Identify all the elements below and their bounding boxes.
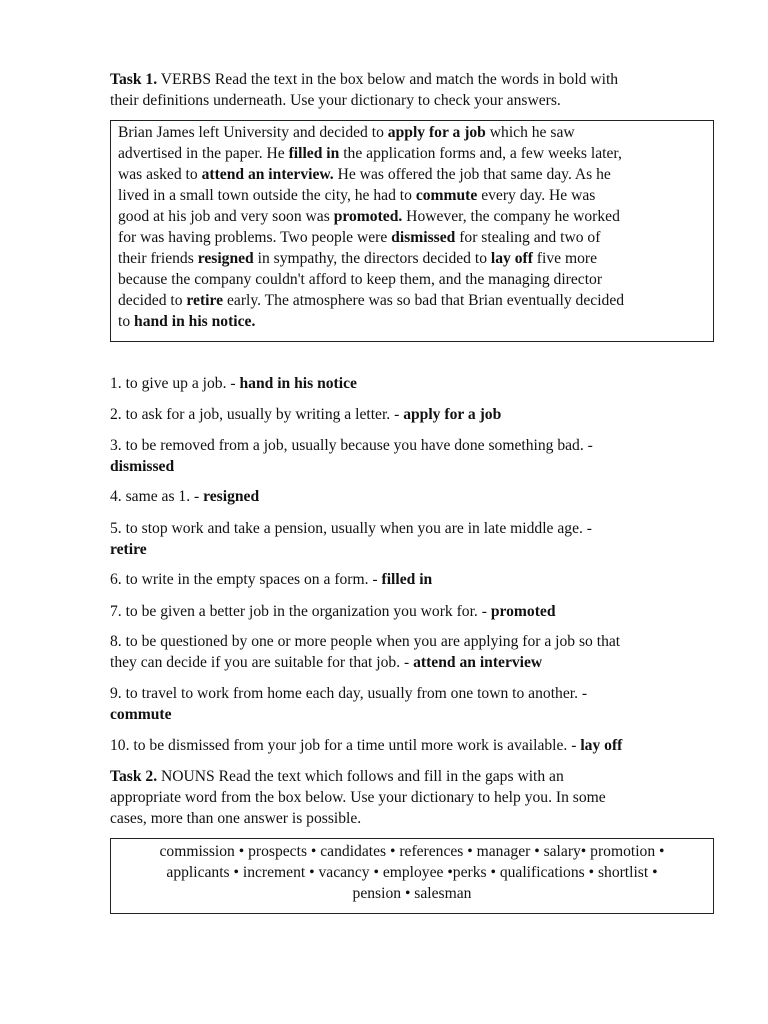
- task1-line1: VERBS Read the text in the box below and match the words in bold with: [157, 71, 619, 88]
- definition-9: 9. to travel to work from home each day, usually from one town to another. - commute: [110, 683, 716, 725]
- answer-9: commute: [110, 706, 172, 723]
- word-box-line-1: commission • prospects • candidates • references • manager • salary• promotion •: [159, 843, 665, 860]
- word-box: [110, 838, 714, 914]
- answer-6: filled in: [381, 571, 433, 588]
- passage-line-7: their friends resigned in sympathy, the directors decided to lay off five more: [118, 250, 597, 267]
- definition-7: 7. to be given a better job in the organization you work for. - promoted: [110, 603, 556, 620]
- task2-line2: appropriate word from the box below. Use your dictionary to help you. In some: [110, 789, 606, 806]
- passage-line-1: Brian James left University and decided to apply for a job which he saw: [118, 124, 575, 141]
- passage-line-10: to hand in his notice.: [118, 313, 256, 330]
- task2-label: Task 2.: [110, 768, 158, 785]
- definition-5: 5. to stop work and take a pension, usually when you are in late middle age. - retire: [110, 518, 716, 560]
- task2-instructions: [110, 766, 722, 829]
- task2-line3: cases, more than one answer is possible.: [110, 810, 362, 827]
- definition-10: 10. to be dismissed from your job for a time until more work is available. - lay off: [110, 737, 623, 754]
- task1-instructions: [110, 69, 722, 111]
- task1-line2: their definitions underneath. Use your dictionary to check your answers.: [110, 92, 561, 109]
- definition-2: 2. to ask for a job, usually by writing a letter. - apply for a job: [110, 406, 502, 423]
- passage-line-8: because the company couldn't afford to keep them, and the managing director: [118, 271, 603, 288]
- passage-line-9: decided to retire early. The atmosphere was so bad that Brian eventually decided: [118, 292, 625, 309]
- answer-1: hand in his notice: [239, 375, 357, 392]
- task1-label: Task 1.: [110, 71, 158, 88]
- definition-6: 6. to write in the empty spaces on a form. - filled in: [110, 571, 433, 588]
- answer-3: dismissed: [110, 458, 175, 475]
- passage-line-4: lived in a small town outside the city, he had to commute every day. He was: [118, 187, 596, 204]
- definition-8: 8. to be questioned by one or more people when you are applying for a job so that they can decide if you are suitable for that job. - attend an interview: [110, 633, 621, 671]
- definition-3: 3. to be removed from a job, usually because you have done something bad. - dismissed: [110, 435, 716, 477]
- answer-2: apply for a job: [403, 406, 502, 423]
- definition-4: 4. same as 1. - resigned: [110, 488, 260, 505]
- answer-4: resigned: [203, 488, 260, 505]
- passage-line-5: good at his job and very soon was promoted. However, the company he worked: [118, 208, 620, 225]
- answer-5: retire: [110, 541, 147, 558]
- passage-box: [110, 120, 714, 342]
- answer-7: promoted: [490, 603, 556, 620]
- word-box-line-2: applicants • increment • vacancy • employee •perks • qualifications • shortlist •: [166, 864, 658, 881]
- passage-line-2: advertised in the paper. He filled in the application forms and, a few weeks later,: [118, 145, 622, 162]
- answer-10: lay off: [580, 737, 623, 754]
- passage-line-6: for was having problems. Two people were dismissed for stealing and two of: [118, 229, 601, 246]
- passage-line-3: was asked to attend an interview. He was offered the job that same day. As he: [118, 166, 611, 183]
- task2-line1: NOUNS Read the text which follows and fill in the gaps with an: [157, 768, 564, 785]
- word-box-line-3: pension • salesman: [352, 885, 472, 902]
- definition-1: 1. to give up a job. - hand in his notice: [110, 375, 357, 392]
- answer-8: attend an interview: [413, 654, 543, 671]
